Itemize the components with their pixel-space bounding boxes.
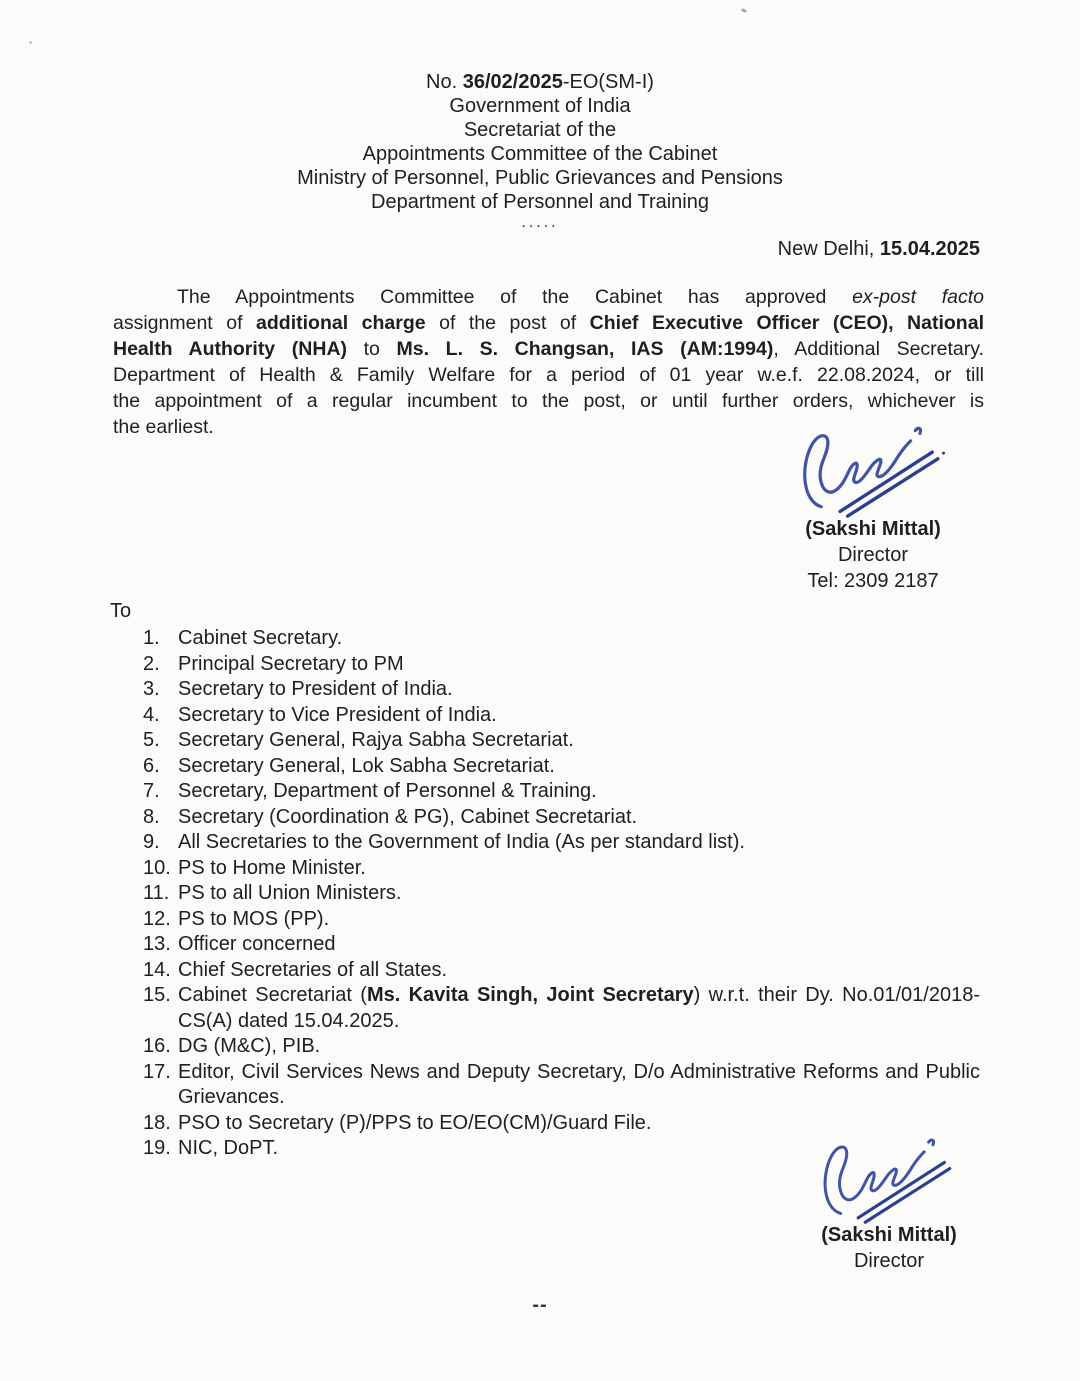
- para-bold-text: additional charge: [256, 312, 426, 334]
- signature-bottom: [814, 1136, 964, 1274]
- para-bold-text: Health Authority (NHA): [113, 338, 348, 360]
- org-line-secretariat: Secretariat of the: [463, 119, 617, 141]
- place-label: New Delhi,: [777, 238, 880, 260]
- recipient-text: [178, 983, 980, 1034]
- signatory-name: (Sakshi Mittal): [805, 518, 941, 540]
- recipient-text: Secretary to Vice President of India.: [178, 703, 497, 726]
- reference-number: [0, 70, 1080, 94]
- recipient-item: [143, 779, 980, 805]
- recipient-item: [143, 958, 980, 984]
- org-line-ministry: Ministry of Personnel, Public Grievances and Pensions: [297, 167, 783, 189]
- recipient-text: Cabinet Secretary.: [178, 627, 343, 649]
- recipient-number: 12.: [143, 907, 171, 930]
- recipient-item: [143, 1034, 980, 1060]
- reference-bold: 36/02/2025: [462, 71, 563, 93]
- recipient-number: 5.: [143, 729, 160, 751]
- recipient-item: [143, 1060, 980, 1111]
- para-line-4: Department of Health & Family Welfare for a period of 01 year w.e.f. 22.08.2024, or till: [113, 364, 984, 386]
- recipient-item: [143, 830, 980, 856]
- letterhead: [0, 0, 1080, 230]
- recipient-number: 13.: [143, 933, 171, 955]
- recipient-item: [143, 856, 980, 882]
- recipient-number: 4.: [143, 703, 160, 726]
- recipient-text-segment: ) w.r.t. their Dy. No.01/01/2018-CS(A) dated 15.04.2025.: [178, 984, 981, 1032]
- signatory-name: (Sakshi Mittal): [821, 1223, 957, 1246]
- recipient-item: [143, 703, 980, 729]
- para-bold-text: Chief Executive Officer (CEO), National: [589, 312, 984, 334]
- recipient-number: 2.: [143, 652, 160, 675]
- para-text: , Additional Secretary.: [773, 338, 984, 360]
- signature-ink-icon: [792, 424, 954, 518]
- recipient-text: Chief Secretaries of all States.: [178, 958, 448, 981]
- recipient-text: Officer concerned: [178, 933, 336, 955]
- recipient-item: [143, 907, 980, 933]
- recipient-list: [143, 626, 980, 1162]
- dateline: [0, 236, 1080, 262]
- recipient-number: 9.: [143, 831, 160, 853]
- signatory-title: Director: [853, 1249, 924, 1272]
- recipient-item: [143, 754, 980, 780]
- para-bold-text: Ms. L. S. Changsan, IAS (AM:1994): [396, 338, 774, 360]
- body-paragraph: [113, 284, 984, 440]
- signature-block-top: [0, 424, 1080, 594]
- recipient-text: Editor, Civil Services News and Deputy Secretary, D/o Administrative Reforms and Public Grievances.: [178, 1060, 980, 1108]
- recipient-item: [143, 983, 980, 1034]
- recipient-item: [143, 881, 980, 907]
- signatory-title: Director: [837, 544, 908, 566]
- para-italic-text: ex-post facto: [852, 286, 984, 308]
- recipient-text: Secretary (Coordination & PG), Cabinet Secretariat.: [178, 805, 638, 828]
- recipient-number: 6.: [143, 754, 160, 777]
- recipient-text-segment: Cabinet Secretariat (: [178, 984, 367, 1006]
- recipient-number: 8.: [143, 805, 160, 828]
- para-line-6: the earliest.: [113, 416, 214, 438]
- recipient-item: [143, 677, 980, 703]
- recipient-text: Secretary to President of India.: [178, 678, 453, 700]
- recipient-text: Secretary General, Lok Sabha Secretariat.: [178, 754, 555, 777]
- recipient-number: 17.: [143, 1060, 171, 1083]
- signature-top: [792, 424, 954, 594]
- recipient-item: [143, 1111, 980, 1137]
- para-line-3: [113, 336, 984, 362]
- recipient-text: PS to MOS (PP).: [178, 907, 330, 930]
- para-text: to: [347, 338, 397, 360]
- reference-suffix: -EO(SM-I): [562, 71, 654, 93]
- signature-ink-icon: [814, 1136, 964, 1224]
- reference-prefix: No.: [426, 71, 463, 93]
- org-line-government: Government of India: [449, 95, 631, 117]
- recipient-text: NIC, DoPT.: [178, 1137, 279, 1159]
- para-text: of the post of: [425, 312, 590, 334]
- recipient-number: 16.: [143, 1035, 171, 1057]
- para-line-5: the appointment of a regular incumbent to the post, or until further orders, whichever is: [113, 390, 984, 412]
- para-text: assignment of: [113, 312, 257, 334]
- recipient-text: All Secretaries to the Government of India (As per standard list).: [178, 831, 745, 853]
- recipient-text: PS to Home Minister.: [178, 856, 366, 879]
- recipient-item: [143, 626, 980, 652]
- org-line-committee: Appointments Committee of the Cabinet: [362, 143, 718, 165]
- to-label: To: [110, 600, 132, 622]
- recipient-number: 19.: [143, 1137, 171, 1159]
- recipient-number: 3.: [143, 678, 160, 700]
- recipient-number: 1.: [143, 627, 160, 649]
- recipient-number: 10.: [143, 856, 171, 879]
- recipient-number: 14.: [143, 958, 171, 981]
- dots-separator: .....: [521, 214, 559, 231]
- recipient-text: DG (M&C), PIB.: [178, 1035, 321, 1057]
- para-line-2: [113, 310, 984, 336]
- para-line-1: [113, 284, 984, 310]
- para-text: The Appointments Committee of the Cabinet has approved: [177, 286, 853, 308]
- org-line-department: Department of Personnel and Training: [371, 191, 709, 213]
- recipient-number: 11.: [143, 882, 170, 904]
- signatory-phone: Tel: 2309 2187: [807, 570, 939, 592]
- recipient-bold-text: Ms. Kavita Singh, Joint Secretary: [366, 984, 694, 1006]
- scan-speck: [29, 41, 32, 44]
- recipient-number: 18.: [143, 1111, 171, 1134]
- recipient-text: PS to all Union Ministers.: [178, 882, 402, 904]
- recipient-text: Principal Secretary to PM: [178, 652, 404, 675]
- recipient-item: [143, 652, 980, 678]
- recipient-text: Secretary General, Rajya Sabha Secretariat.: [178, 729, 574, 751]
- recipient-item: [143, 932, 980, 958]
- date-value: 15.04.2025: [879, 238, 980, 260]
- recipient-text: Secretary, Department of Personnel & Training.: [178, 780, 597, 802]
- recipient-text: PSO to Secretary (P)/PPS to EO/EO(CM)/Guard File.: [178, 1111, 652, 1134]
- recipient-item: [143, 728, 980, 754]
- footer-mark: --: [532, 1294, 548, 1316]
- recipient-item: [143, 805, 980, 831]
- recipient-number: 15.: [143, 984, 171, 1006]
- recipient-number: 7.: [143, 780, 160, 802]
